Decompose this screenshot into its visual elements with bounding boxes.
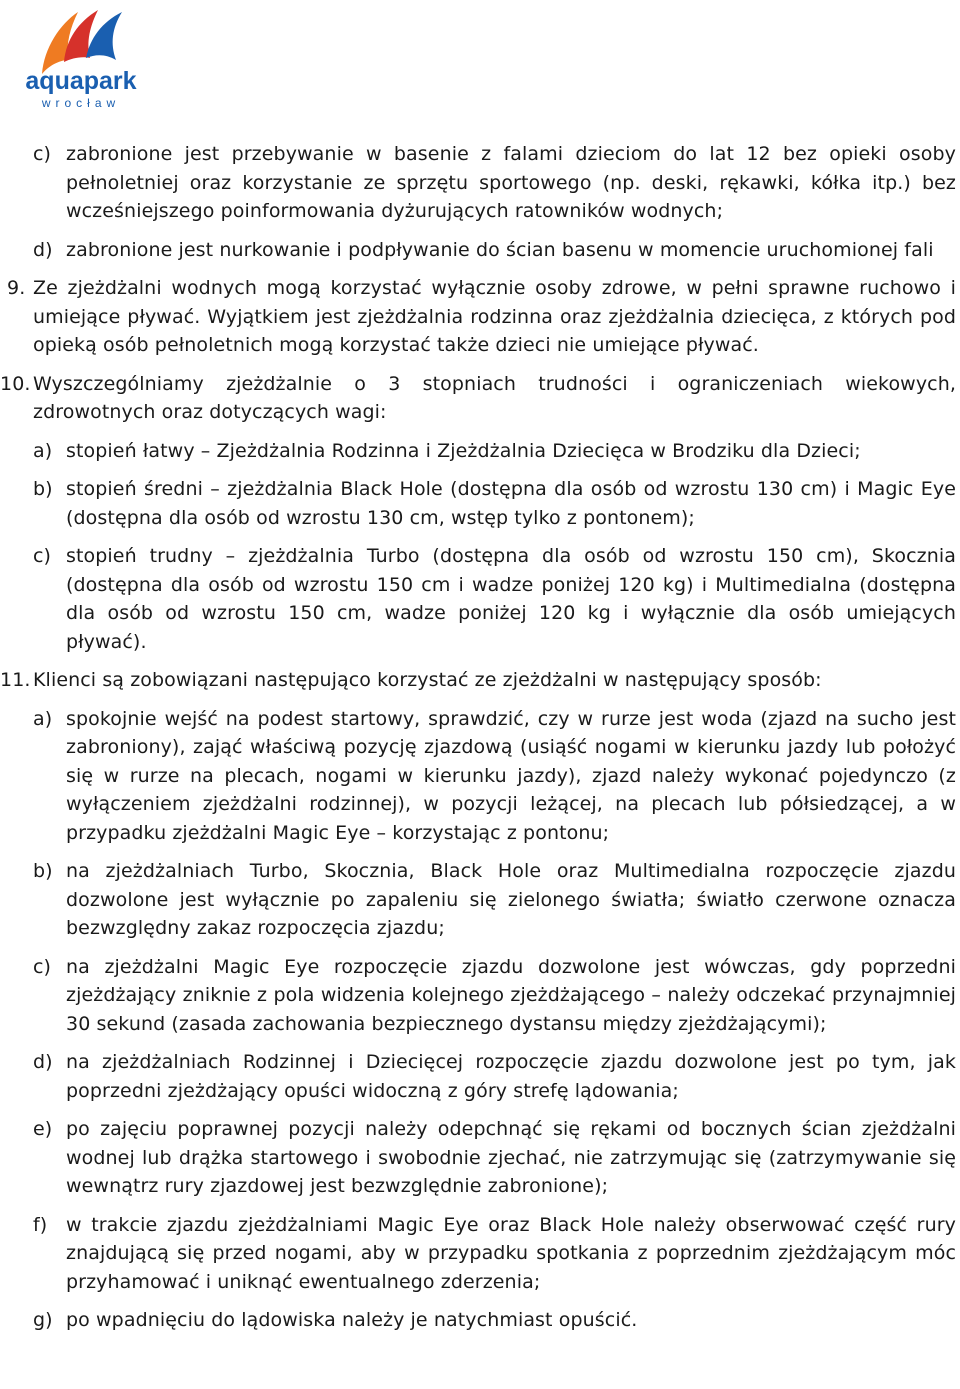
rule-10-b — [0, 475, 960, 532]
rule-c-waves — [0, 140, 960, 226]
item-text: stopień łatwy – Zjeżdżalnia Rodzinna i Zjeżdżalnia Dziecięca w Brodziku dla Dzieci; — [66, 439, 861, 462]
item-text: zabronione jest nurkowanie i podpływanie do ścian basenu w momencie uruchomionej fali — [66, 238, 934, 261]
item-text: spokojnie wejść na podest startowy, sprawdzić, czy w rurze jest woda (zjazd na sucho jest zabroniony), zająć właściwą pozycję zjazdową (usiąść nogami w kierunku jazdy lub położyć się w rurze na plecach, nogami w kierunku jazdy), zjazd należy wykonać pojedynczo (z wyłączeniem zjeżdżalni rodzinnej), w pozycji leżącej, na plecach lub półsiedzącej, a w przypadku zjeżdżalni Magic Eye – korzystając z pontonu; — [66, 707, 956, 844]
item-text: stopień trudny – zjeżdżalnia Turbo (dostępna dla osób od wzrostu 150 cm), Skocznia (dostępna dla osób od wzrostu 150 cm i wadze poniżej 120 kg) i Multimedialna (dostępna dla osób od wzrostu 150 cm, wadze poniżej 120 kg i wyłącznie dla osób umiejących pływać). — [66, 545, 956, 653]
item-marker: a) — [33, 707, 53, 730]
item-marker: f) — [33, 1213, 48, 1236]
item-text: Klienci są zobowiązani następująco korzystać ze zjeżdżalni w następujący sposób: — [33, 669, 822, 691]
item-marker: c) — [33, 955, 52, 978]
item-text: na zjeżdżalniach Turbo, Skocznia, Black Hole oraz Multimedialna rozpoczęcie zjazdu dozwolone jest wyłącznie po zapaleniu się zielonego światła; światło czerwone oznacza bezwzględny zakaz rozpoczęcia zjazdu; — [66, 860, 956, 939]
rule-11 — [0, 666, 960, 695]
rule-10-c — [0, 542, 960, 656]
item-text: w trakcie zjazdu zjeżdżalniami Magic Eye oraz Black Hole należy obserwować część rury znajdującą się przed nogami, aby w przypadku spotkania z poprzednim zjeżdżającym móc przyhamować i uniknąć ewentualnego zderzenia; — [66, 1213, 956, 1293]
rule-11-d — [0, 1048, 960, 1105]
item-marker: d) — [33, 1051, 53, 1073]
item-text: Ze zjeżdżalni wodnych mogą korzystać wyłącznie osoby zdrowe, w pełni sprawne ruchowo i umiejące pływać. Wyjątkiem jest zjeżdżalnia rodzinna oraz zjeżdżalnia dziecięca, z których pod opieką osób pełnoletnich mogą korzystać także dzieci nie umiejące pływać. — [33, 277, 956, 356]
item-marker: b) — [33, 478, 53, 500]
item-text: zabronione jest przebywanie w basenie z falami dzieciom do lat 12 bez opieki osoby pełnoletniej oraz korzystanie ze sprzętu sportowego (np. deski, rękawki, kółka itp.) bez wcześniejszego poinformowania dyżurujących ratowników wodnych; — [66, 143, 956, 222]
item-marker: 11. — [0, 669, 31, 691]
item-marker: g) — [33, 1309, 53, 1331]
item-marker: 9. — [7, 277, 26, 299]
item-marker: e) — [33, 1118, 53, 1140]
rule-d-diving — [0, 236, 960, 265]
rule-11-g — [0, 1306, 960, 1335]
item-text: Wyszczególniamy zjeżdżalnie o 3 stopniach trudności i ograniczeniach wiekowych, zdrowotnych oraz dotyczących wagi: — [33, 372, 956, 423]
item-marker: c) — [33, 143, 52, 165]
logo-brand-text: aquapark — [25, 67, 137, 95]
item-marker: d) — [33, 238, 53, 261]
item-marker: a) — [33, 439, 53, 462]
rule-11-f — [0, 1211, 960, 1297]
item-marker: b) — [33, 860, 53, 882]
item-text: po zajęciu poprawnej pozycji należy odepchnąć się rękami od bocznych ścian zjeżdżalni wodnej lub drążka startowego i swobodnie zjechać, nie zatrzymując się (zatrzymywanie się wewnątrz rury zjazdowej jest bezwzględnie zabronione); — [66, 1118, 956, 1197]
rule-10-a — [0, 437, 960, 466]
aquapark-wave-icon — [20, 4, 142, 112]
logo-city-text: wrocław — [41, 96, 121, 110]
item-text: stopień średni – zjeżdżalnia Black Hole (dostępna dla osób od wzrostu 130 cm) i Magic Eye (dostępna dla osób od wzrostu 130 cm, wstęp tylko z pontonem); — [66, 478, 956, 529]
rule-11-a — [0, 705, 960, 848]
item-marker: 10. — [0, 372, 31, 395]
item-text: na zjeżdżalni Magic Eye rozpoczęcie zjazdu dozwolone jest wówczas, gdy poprzedni zjeżdżający zniknie z pola widzenia kolejnego zjeżdżającego – należy odczekać przynajmniej 30 sekund (zasada zachowania bezpiecznego dystansu między zjeżdżającymi); — [66, 955, 956, 1035]
item-marker: c) — [33, 545, 52, 567]
item-text: na zjeżdżalniach Rodzinnej i Dziecięcej rozpoczęcie zjazdu dozwolone jest po tym, jak poprzedni zjeżdżający opuści widoczną z góry strefę lądowania; — [66, 1051, 956, 1102]
rule-11-c — [0, 953, 960, 1039]
aquapark-logo — [20, 4, 142, 112]
rule-11-b — [0, 857, 960, 943]
rule-10 — [0, 370, 960, 427]
item-text: po wpadnięciu do lądowiska należy je natychmiast opuścić. — [66, 1309, 638, 1331]
rule-9 — [0, 274, 960, 360]
regulations-text — [0, 140, 960, 1335]
rule-11-e — [0, 1115, 960, 1201]
